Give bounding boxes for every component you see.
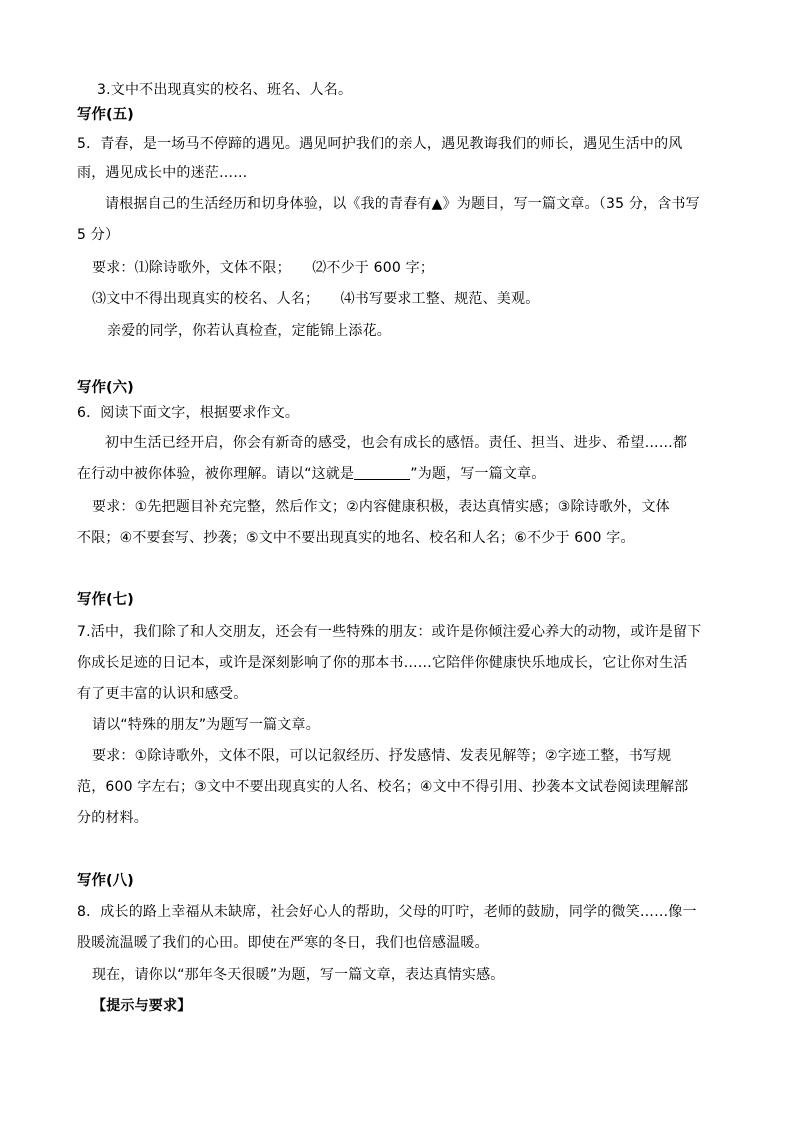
section-5-line-3: 请根据自己的生活经历和切身体验，以《我的青春有▲》为题目，写一篇文章。（35 分，含书写 — [105, 196, 700, 212]
section-6-line-3 — [77, 464, 546, 484]
section-5-heading: 写作(五) — [77, 107, 134, 123]
section-7-line-5: 要求：①除诗歌外，文体不限，可以记叙经历、抒发感情、发表见解等；②字迹工整，书写规 — [92, 748, 672, 764]
section-8-heading: 写作(八) — [77, 873, 134, 889]
section-6-heading: 写作(六) — [77, 380, 134, 396]
section-7-line-4: 请以“特殊的朋友”为题写一篇文章。 — [92, 717, 320, 733]
section-5-line-7: 亲爱的同学，你若认真检查，定能锦上添花。 — [107, 323, 391, 339]
section-6-line-1: 6．阅读下面文字，根据要求作文。 — [77, 405, 300, 421]
fill-in-blank — [354, 465, 410, 480]
section-5-line-4: 5 分） — [77, 227, 120, 243]
section-6-line-4: 要求：①先把题目补充完整，然后作文；②内容健康积极，表达真情实感；③除诗歌外，文体 — [92, 499, 670, 515]
section-5-line-6: ⑶文中不得出现真实的校名、人名； ⑷书写要求工整、规范、美观。 — [92, 291, 540, 307]
section-7-line-3: 有了更丰富的认识和感受。 — [77, 686, 248, 702]
section-6-line-3-start: 在行动中被你体验，被你理解。请以“这就是 — [77, 466, 355, 482]
section-5-line-1: 5．青春，是一场马不停蹄的遇见。遇见呵护我们的亲人，遇见教诲我们的师长，遇见生活中的风 — [77, 136, 683, 152]
section-6-line-3-end: ”为题，写一篇文章。 — [410, 466, 546, 482]
intro-line-1: 3.文中不出现真实的校名、班名、人名。 — [97, 82, 353, 98]
section-6-line-2: 初中生活已经开启，你会有新奇的感受，也会有成长的感悟。责任、担当、进步、希望……都 — [105, 435, 688, 451]
section-7-line-1: 7.活中，我们除了和人交朋友，还会有一些特殊的朋友：或许是你倾注爱心养大的动物，或许是留下 — [77, 624, 702, 640]
section-7-line-6: 范，600 字左右；③文中不要出现真实的人名、校名；④文中不得引用、抄袭本文试卷阅读理解部 — [77, 779, 689, 795]
section-5-line-2: 雨，遇见成长中的迷茫…… — [77, 165, 248, 181]
section-7-heading: 写作(七) — [77, 592, 134, 608]
section-8-line-2: 股暖流温暖了我们的心田。即使在严寒的冬日，我们也倍感温暖。 — [77, 935, 489, 951]
section-8-line-1: 8．成长的路上幸福从未缺席，社会好心人的帮助，父母的叮咛，老师的鼓励，同学的微笑……像一 — [77, 904, 697, 920]
section-6-line-5: 不限；④不要套写、抄袭；⑤文中不要出现真实的地名、校名和人名；⑥不少于 600 字。 — [77, 530, 635, 546]
section-7-line-2: 你成长足迹的日记本，或许是深刻影响了你的那本书……它陪伴你健康快乐地成长，它让你对生活 — [77, 655, 688, 671]
section-8-line-3: 现在，请你以“那年冬天很暖”为题，写一篇文章，表达真情实感。 — [92, 967, 505, 983]
section-7-line-7: 分的材料。 — [77, 810, 148, 826]
section-8-line-4: 【提示与要求】 — [92, 998, 192, 1014]
section-5-line-5: 要求：⑴除诗歌外，文体不限； ⑵不少于 600 字； — [92, 260, 435, 276]
